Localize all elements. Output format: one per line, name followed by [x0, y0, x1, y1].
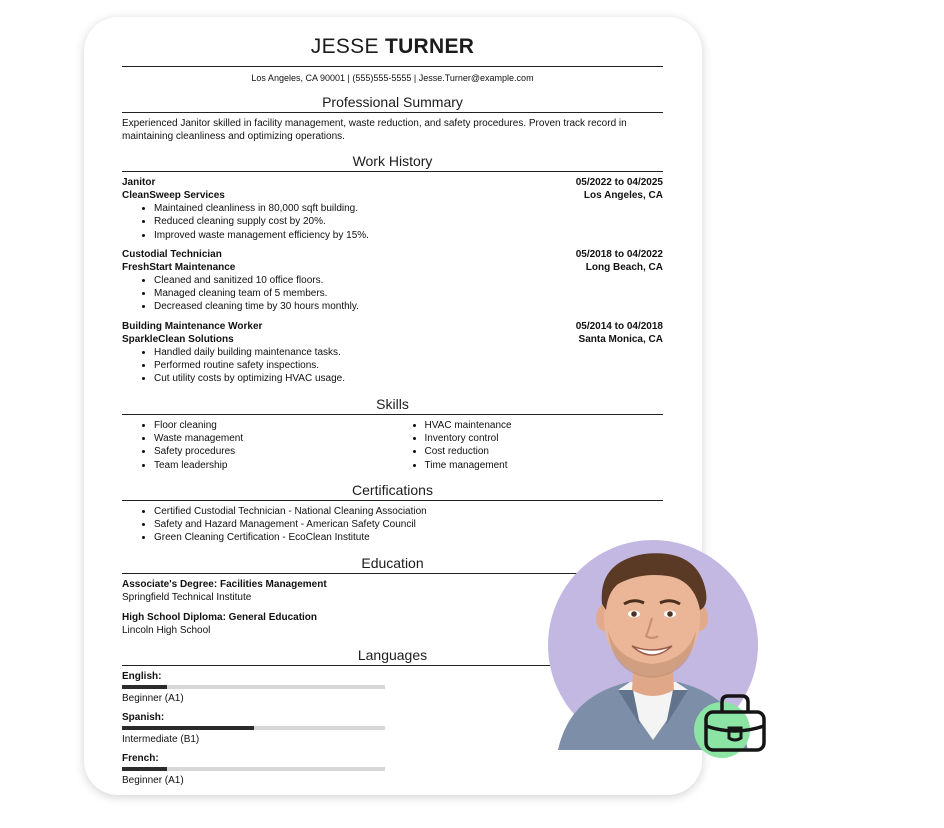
- job-bullet: • Handled daily building maintenance tasks.: [154, 346, 663, 359]
- language-name: French: [122, 752, 156, 764]
- job-company-row: [122, 189, 663, 202]
- language-name-line: [122, 670, 399, 683]
- work-history-list: [122, 176, 663, 386]
- job-bullets: [122, 202, 663, 242]
- language-name: English: [122, 670, 159, 682]
- language-level: Intermediate (B1): [122, 733, 200, 745]
- language-entry: [122, 670, 399, 705]
- language-level-fill: [122, 767, 167, 771]
- section-title-work: Work History: [122, 153, 663, 172]
- job-location: Los Angeles, CA: [583, 190, 663, 201]
- job-bullet: • Performed routine safety inspections.: [154, 359, 663, 372]
- job-company-row: [122, 261, 663, 274]
- skill-item: • Cost reduction: [425, 445, 664, 458]
- skill-item: • Team leadership: [154, 459, 393, 472]
- last-name: TURNER: [384, 35, 475, 58]
- job-entry: [122, 176, 663, 242]
- skill-item: • Time management: [425, 459, 664, 472]
- candidate-name: [122, 33, 663, 61]
- education-degree: High School Diploma: [122, 611, 223, 623]
- job-bullet: • Decreased cleaning time by 30 hours monthly.: [154, 300, 663, 313]
- language-level-fill: [122, 685, 167, 689]
- job-header-row: [122, 176, 663, 189]
- job-company: SparkleClean Solutions: [122, 333, 234, 345]
- certification-item: • Safety and Hazard Management - American Safety Council: [154, 518, 663, 531]
- language-name-line: [122, 711, 399, 724]
- job-dates: 05/2022 to 04/2025: [575, 177, 663, 188]
- language-level-bar: [122, 767, 385, 771]
- education-field: General Education: [228, 611, 318, 623]
- education-field: Facilities Management: [219, 578, 327, 590]
- education-school: Lincoln High School: [122, 624, 211, 636]
- briefcase-icon: [692, 690, 772, 766]
- job-header-row: [122, 320, 663, 333]
- education-separator: :: [222, 611, 229, 623]
- job-title: Janitor: [122, 177, 156, 188]
- job-bullet: • Cut utility costs by optimizing HVAC usage.: [154, 372, 663, 385]
- first-name: JESSE: [310, 35, 379, 58]
- certifications-list: [122, 505, 663, 545]
- job-entry: [122, 320, 663, 386]
- skill-item: • Safety procedures: [154, 445, 393, 458]
- language-level-bar: [122, 726, 385, 730]
- job-dates: 05/2014 to 04/2018: [575, 320, 663, 332]
- language-colon: :: [158, 670, 162, 682]
- education-separator: :: [213, 578, 220, 590]
- skill-item: • Inventory control: [425, 432, 664, 445]
- education-school: Springfield Technical Institute: [122, 591, 252, 603]
- language-level-bar: [122, 685, 385, 689]
- language-name: Spanish: [122, 711, 161, 723]
- language-level: Beginner (A1): [122, 774, 184, 786]
- section-title-education: Education: [122, 555, 663, 574]
- job-company: FreshStart Maintenance: [122, 261, 236, 273]
- job-entry: [122, 248, 663, 314]
- skill-item: • Floor cleaning: [154, 419, 393, 432]
- language-entry: [122, 752, 399, 787]
- job-company: CleanSweep Services: [122, 190, 225, 201]
- job-bullet: • Managed cleaning team of 5 members.: [154, 287, 663, 300]
- contact-line: Los Angeles, CA 90001 | (555)555-5555 | Jesse.Turner@example.com: [251, 73, 534, 83]
- summary-text: Experienced Janitor skilled in facility management, waste reduction, and safety procedures. Proven track record in maintaining cleanliness and optimizing operations.: [122, 118, 627, 142]
- language-level-fill: [122, 726, 254, 730]
- skills-column-right: [393, 419, 664, 472]
- certification-item: • Certified Custodial Technician - National Cleaning Association: [154, 505, 663, 518]
- job-bullet: • Reduced cleaning supply cost by 20%.: [154, 215, 663, 228]
- job-location: Santa Monica, CA: [578, 333, 663, 345]
- skill-item: • HVAC maintenance: [425, 419, 664, 432]
- job-title: Building Maintenance Worker: [122, 320, 263, 332]
- skills-list: [122, 419, 663, 472]
- job-bullet: • Improved waste management efficiency by 15%.: [154, 229, 663, 242]
- language-colon: :: [155, 752, 159, 764]
- language-name-line: [122, 752, 399, 765]
- language-level: Beginner (A1): [122, 692, 184, 704]
- section-title-summary: Professional Summary: [122, 94, 663, 113]
- job-title: Custodial Technician: [122, 248, 222, 260]
- section-title-skills: Skills: [122, 396, 663, 415]
- education-degree: Associate's Degree: [122, 578, 214, 590]
- job-bullets: [122, 346, 663, 386]
- job-location: Long Beach, CA: [585, 261, 663, 273]
- section-title-certifications: Certifications: [122, 482, 663, 501]
- skill-item: • Waste management: [154, 432, 393, 445]
- language-colon: :: [160, 711, 165, 723]
- header-rule: [122, 66, 663, 67]
- job-company-row: [122, 333, 663, 346]
- language-entry: [122, 711, 399, 746]
- skills-column-left: [122, 419, 393, 472]
- job-bullet: • Maintained cleanliness in 80,000 sqft building.: [154, 202, 663, 215]
- job-bullet: • Cleaned and sanitized 10 office floors.: [154, 274, 663, 287]
- job-dates: 05/2018 to 04/2022: [575, 248, 663, 260]
- section-title-languages: Languages: [122, 647, 663, 666]
- certification-item: • Green Cleaning Certification - EcoClean Institute: [154, 531, 663, 544]
- job-bullets: [122, 274, 663, 314]
- job-header-row: [122, 248, 663, 261]
